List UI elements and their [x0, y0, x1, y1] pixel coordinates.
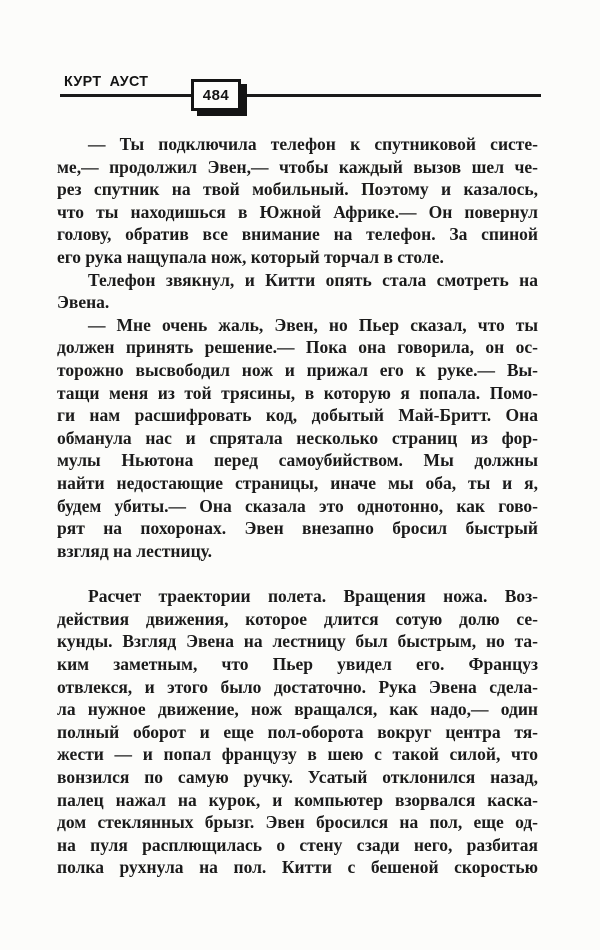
paragraph — [57, 314, 538, 563]
text-line: найти недостающие страницы, иначе мы оба, ты и я, — [57, 472, 538, 493]
text-line: что ты находишься в Южной Африке.— Он повернул — [57, 201, 538, 222]
text-line: голову, обратив все внимание на телефон. За спиной — [57, 224, 538, 245]
text-line: ла нужное движение, нож вращался, как надо,— один — [57, 699, 538, 720]
text-line: торожно высвободил нож и прижал его к руке.— Вы- — [57, 359, 538, 380]
text-line: Эвена. — [57, 292, 110, 313]
text-line: рез спутник на твой мобильный. Поэтому и казалось, — [57, 179, 538, 200]
paragraph — [57, 585, 538, 879]
text-line: полка рухнула на пол. Китти с бешеной скоростью — [57, 857, 538, 878]
text-line: его рука нащупала нож, который торчал в столе. — [57, 246, 444, 267]
text-line: дом стеклянных брызг. Эвен бросился на пол, еще од- — [57, 812, 538, 833]
text-line: вонзился по самую ручку. Усатый отклонился назад, — [57, 767, 538, 788]
text-line: взгляд на лестницу. — [57, 540, 213, 561]
running-header-author: КУРТ АУСТ — [64, 73, 149, 90]
text-line: кунды. Взгляд Эвена на лестницу был быстрым, но та- — [57, 631, 538, 652]
text-line: действия движения, которое длится сотую долю се- — [57, 608, 538, 629]
page-number: 484 — [202, 86, 230, 104]
text-line: обманула нас и спрятала несколько страниц из фор- — [57, 427, 538, 448]
text-line: ким заметным, что Пьер увидел его. Француз — [57, 654, 538, 675]
paragraph — [57, 133, 538, 269]
header-divider — [60, 94, 541, 97]
text-line: ги нам расшифровать код, добытый Май-Бритт. Она — [57, 405, 538, 426]
text-line: полный оборот и еще пол-оборота вокруг центра тя- — [57, 721, 538, 742]
text-line: жести — и попал французу в шею с такой силой, что — [57, 744, 538, 765]
text-line: — Мне очень жаль, Эвен, но Пьер сказал, что ты — [88, 314, 538, 335]
text-line: тащи меня из той трясины, в которую я попала. Помо- — [57, 382, 538, 403]
text-line: должен принять решение.— Пока она говорила, он ос- — [57, 337, 538, 358]
paragraph — [57, 269, 538, 314]
text-line: мулы Ньютона перед самоубийством. Мы должны — [57, 450, 538, 471]
text-line: рят на похоронах. Эвен внезапно бросил быстрый — [57, 518, 538, 539]
page-body — [57, 133, 538, 879]
text-line: будем убиты.— Она сказала это однотонно, как гово- — [57, 495, 538, 516]
page-number-badge — [191, 79, 241, 111]
text-line: Телефон звякнул, и Китти опять стала смотреть на — [88, 269, 538, 290]
text-line: — Ты подключила телефон к спутниковой систе- — [88, 134, 538, 154]
text-line: на пуля расплющилась о стену сзади него, разбитая — [57, 834, 538, 855]
text-line: отвлекся, и этого было достаточно. Рука Эвена сдела- — [57, 676, 538, 697]
text-line: ме,— продолжил Эвен,— чтобы каждый вызов шел че- — [57, 156, 538, 177]
text-line: палец нажал на курок, и компьютер взорвался каска- — [57, 789, 538, 810]
text-line: Расчет траектории полета. Вращения ножа. Воз- — [88, 586, 538, 607]
